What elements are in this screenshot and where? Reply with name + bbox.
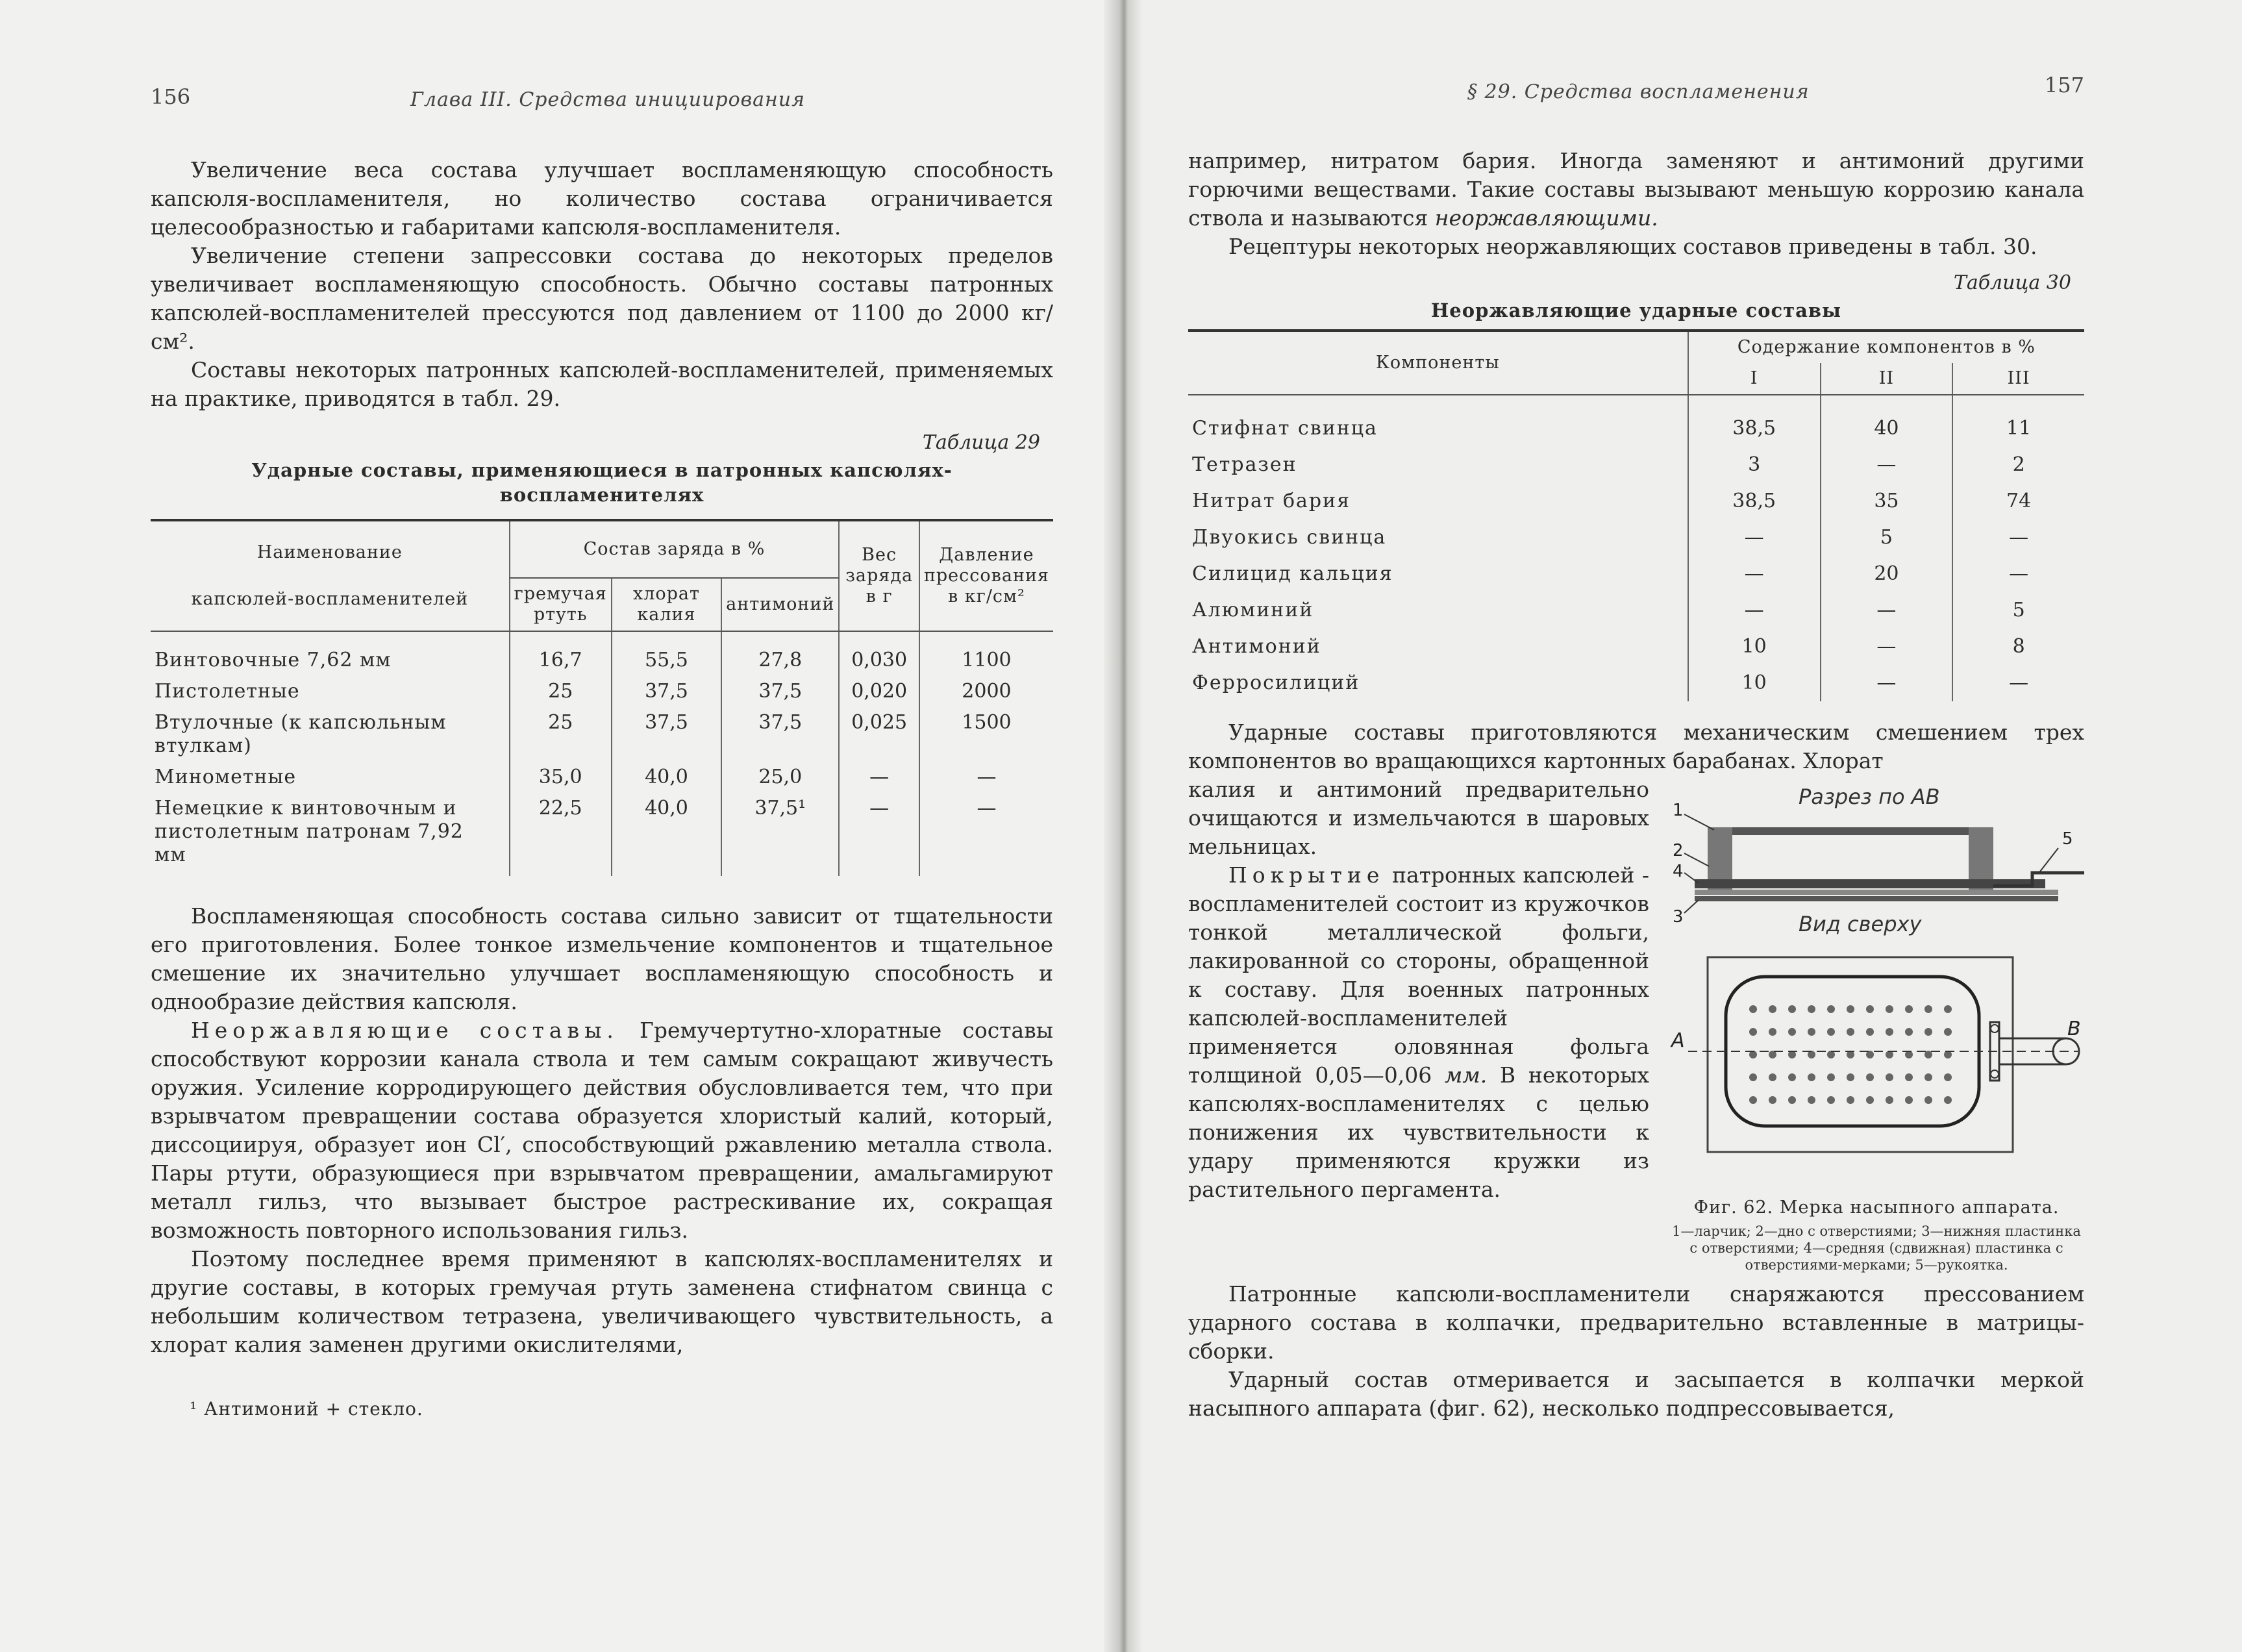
table-row (1188, 519, 2084, 556)
t29-header-pressure: Давление прессования в кг/см² (919, 520, 1053, 631)
t29-header-weight: Вес заряда в г (839, 520, 919, 631)
fig-num-4: 4 (1673, 862, 1684, 881)
right-running-head (1188, 73, 2084, 116)
t30-cell: — (1821, 592, 1953, 629)
t29-header-name-line2: капсюлей-воспламенителей (191, 589, 469, 609)
t29-cell: 25,0 (721, 762, 839, 793)
table-30 (1188, 329, 2084, 701)
t29-cell: 16,7 (510, 631, 612, 676)
t29-cell: 37,5 (721, 707, 839, 762)
t29-header-chlorate: хлорат калия (612, 578, 721, 631)
fig-label-top: Вид сверху (1799, 912, 1922, 936)
fig-label-a: А (1671, 1029, 1685, 1052)
t29-cell-name: Винтовочные 7,62 мм (155, 649, 392, 671)
left-paragraph-2: Увеличение степени запрессовки состава до некоторых пределов увеличивает воспламеняющую способность. Обычно составы патронных капсюлей-воспламенителей прессуются под давлением от 1100 до 2000 кг/см². (151, 243, 1053, 354)
book-gutter (1104, 0, 1143, 1652)
figure-legend: 1—ларчик; 2—дно с отверстиями; 3—нижняя пластинка с отверстиями; 4—средняя (сдвижная) пластинка с отверстиями-мерками; 5—рукоятка. (1672, 1223, 2081, 1273)
t30-cell: 38,5 (1688, 395, 1821, 447)
t29-cell: 37,5 (612, 676, 721, 707)
t29-header-group: Состав заряда в % (510, 520, 840, 578)
t30-cell: 74 (1952, 483, 2084, 519)
table-row (151, 631, 1053, 676)
left-paragraph-1: Увеличение веса состава улучшает воспламеняющую способность капсюля-воспламенителя, но количество состава ограничивается целесообразностью и габаритами капсюля-воспламенителя. (151, 157, 1053, 240)
t30-cell: 40 (1821, 395, 1953, 447)
t29-cell: 2000 (919, 676, 1053, 707)
table-row (151, 762, 1053, 793)
table-row (1188, 629, 2084, 665)
t29-cell: 35,0 (510, 762, 612, 793)
t29-cell: 0,020 (839, 676, 919, 707)
right-paragraph-1-emphasis: неоржавляющими. (1434, 205, 1658, 231)
t30-cell: — (1821, 665, 1953, 701)
left-page-number: 156 (151, 84, 191, 109)
table-row (1188, 483, 2084, 519)
t29-cell: 37,5 (612, 707, 721, 762)
right-paragraph-5: Патронные капсюли-воспламенители снаряжаются прессованием ударного состава в колпачки, предварительно вставленные в матрицы-сборки. (1188, 1281, 2084, 1364)
t30-cell: — (1821, 629, 1953, 665)
right-paragraph-6: Ударный состав отмеривается и засыпается в колпачки меркой насыпного аппарата (фиг. 62), несколько подпрессовывается, (1188, 1367, 2084, 1421)
t30-cell-name: Тетразен (1192, 453, 1297, 476)
table-row (1188, 395, 2084, 447)
footnote: ¹ Антимоний + стекло. (190, 1398, 423, 1420)
t29-header-name-line1: Наименование (256, 542, 403, 562)
t29-cell: 25 (510, 676, 612, 707)
left-paragraph-6: Поэтому последнее время применяют в капсюлях-воспламенителях и другие составы, в которых гремучая ртуть заменена стифнатом свинца с небольшим количеством тетразена, увеличивающего чувствительность, а хлорат калия заменен другими окислителями, (151, 1246, 1053, 1357)
t29-cell: — (919, 793, 1053, 876)
fig-num-5: 5 (2062, 829, 2073, 849)
t30-cell: 11 (1952, 395, 2084, 447)
left-paragraph-5 (151, 1016, 1053, 1245)
t30-header-components: Компоненты (1188, 331, 1688, 395)
t30-cell-name: Антимоний (1192, 635, 1321, 658)
t29-header-mercury: гремучая ртуть (510, 578, 612, 631)
t29-header-name (151, 520, 510, 631)
t29-cell: 37,5 (721, 676, 839, 707)
t29-cell: 37,5¹ (721, 793, 839, 876)
t29-cell: 27,8 (721, 631, 839, 676)
t30-cell: 8 (1952, 629, 2084, 665)
t29-cell: 55,5 (612, 631, 721, 676)
t30-cell: — (1821, 447, 1953, 483)
table-row (1188, 447, 2084, 483)
table-row (151, 707, 1053, 762)
t29-cell: — (919, 762, 1053, 793)
table-30-title: Неоржавляющие ударные составы (1430, 299, 1842, 321)
figure-62 (1669, 775, 2084, 1273)
fig-num-1: 1 (1673, 801, 1684, 820)
t30-header-2: II (1821, 363, 1953, 395)
measuring-device-drawing (1669, 775, 2084, 1191)
t30-cell: — (1952, 665, 2084, 701)
fig-label-b: В (2067, 1018, 2081, 1040)
right-paragraph-2: Рецептуры некоторых неоржавляющих составов приведены в табл. 30. (1228, 234, 2037, 259)
t29-cell-name: Пистолетные (155, 680, 300, 703)
t30-cell: 10 (1688, 629, 1821, 665)
t29-cell: 22,5 (510, 793, 612, 876)
t29-cell: 0,030 (839, 631, 919, 676)
top-view-icon (1688, 957, 2079, 1152)
t30-cell-name: Ферросилиций (1192, 671, 1360, 694)
right-page-content (1188, 73, 2084, 1423)
fig-num-2: 2 (1673, 841, 1684, 860)
t30-cell: — (1688, 556, 1821, 592)
figure-wrap-block (1188, 775, 2084, 1280)
table-29 (151, 519, 1053, 876)
right-paragraph-1-text: например, нитратом бария. Иногда заменяют и антимоний другими горючими веществами. Такие составы вызывают меньшую коррозию канала ствола и называются (1188, 148, 2084, 231)
t30-cell-name: Стифнат свинца (1192, 417, 1378, 440)
t29-cell-name: Минометные (155, 766, 297, 788)
right-paragraph-4-unit: мм. (1444, 1062, 1488, 1088)
t30-cell: — (1952, 519, 2084, 556)
t29-cell: — (839, 762, 919, 793)
t30-header-3: III (1952, 363, 2084, 395)
right-paragraph-3: Ударные составы приготовляются механическим смешением трех компонентов во вращающихся картонных барабанах. Хлорат (1188, 720, 2084, 773)
t30-cell: 5 (1821, 519, 1953, 556)
t29-cell: 40,0 (612, 793, 721, 876)
t30-cell-name: Нитрат бария (1192, 490, 1351, 512)
left-running-title: Глава III. Средства инициирования (410, 88, 805, 111)
right-page-number: 157 (2044, 73, 2084, 97)
section-heading-noncorrosive: Неоржавляющие составы. (191, 1018, 619, 1043)
left-running-head (151, 84, 1053, 123)
t29-header-antimony: антимоний (721, 578, 839, 631)
t30-cell: 3 (1688, 447, 1821, 483)
t30-cell: 38,5 (1688, 483, 1821, 519)
left-paragraph-3: Составы некоторых патронных капсюлей-воспламенителей, применяемых на практике, приводятся в табл. 29. (151, 357, 1053, 411)
figure-caption: Фиг. 62. Мерка насыпного аппарата. (1693, 1197, 2060, 1218)
t30-header-group: Содержание компонентов в % (1688, 331, 2084, 363)
t29-cell: 40,0 (612, 762, 721, 793)
t30-cell: 10 (1688, 665, 1821, 701)
t29-cell: 25 (510, 707, 612, 762)
t29-cell-name: Втулочные (к капсюльным втулкам) (155, 711, 447, 757)
table-30-caption: Таблица 30 (1953, 271, 2071, 294)
right-paragraph-3-wrap: калия и антимоний предварительно очищаются и измельчаются в шаровых мельницах. (1188, 777, 1649, 859)
cross-section-icon (1684, 814, 2084, 913)
t29-cell-name: Немецкие к винтовочным и пистолетным патронам 7,92 мм (155, 797, 464, 866)
t30-cell-name: Силицид кальция (1192, 562, 1393, 585)
t30-header-1: I (1688, 363, 1821, 395)
table-row (1188, 556, 2084, 592)
t30-cell-name: Алюминий (1192, 599, 1314, 621)
table-row (151, 793, 1053, 876)
left-page-content (151, 84, 1053, 1420)
t29-cell: 1500 (919, 707, 1053, 762)
t29-cell: 1100 (919, 631, 1053, 676)
left-paragraph-4: Воспламеняющая способность состава сильно зависит от тщательности его приготовления. Более тонкое измельчение компонентов и тщательное смешение их значительно улучшает воспламеняющую способность и однообразие действия капсюля. (151, 903, 1053, 1014)
t30-cell: 5 (1952, 592, 2084, 629)
right-paragraph-4-tail: В некоторых капсюлях-воспламенителях с целью понижения их чувствительности к удару применяются кружки из растительного пергамента. (1188, 1062, 1649, 1202)
right-paragraph-4-text: патронных капсюлей - воспламенителей состоит из кружочков тонкой металлической фольги, лакированной со стороны, обращенной к составу. Для военных патронных капсюлей-воспламенителей применяется оловянная фольга толщиной 0,05—0,06 (1188, 862, 1649, 1088)
fig-label-section: Разрез по АВ (1799, 784, 1940, 809)
t29-cell: 0,025 (839, 707, 919, 762)
t30-cell: — (1688, 519, 1821, 556)
table-row (151, 676, 1053, 707)
t30-cell-name: Двуокись свинца (1192, 526, 1387, 549)
fig-num-3: 3 (1673, 907, 1684, 927)
right-running-title: § 29. Средства воспламенения (1467, 81, 1810, 103)
t30-cell: — (1688, 592, 1821, 629)
t29-cell: — (839, 793, 919, 876)
t30-cell: 35 (1821, 483, 1953, 519)
t30-cell: 20 (1821, 556, 1953, 592)
right-paragraph-1 (1188, 147, 2084, 232)
t30-cell: 2 (1952, 447, 2084, 483)
t30-cell: — (1952, 556, 2084, 592)
left-paragraph-5-text: Гремучертутно-хлоратные составы способствуют коррозии канала ствола и тем самым сокращают живучесть оружия. Усиление корродирующего действия обусловливается тем, что при взрывчатом превращении состава образуется хлористый калий, который, диссоциируя, образует ион Cl′, способствующий ржавлению металла ствола. Пары ртути, образующиеся при взрывчатом превращении, амальгамируют металл гильз, что вызывает быстрое растрескивание их, сокращая возможность повторного использования гильз. (151, 1018, 1053, 1243)
table-29-title: Ударные составы, применяющиеся в патронных капсюлях-воспламенителях (251, 459, 953, 506)
section-heading-coating: Покрытие (1228, 862, 1385, 888)
table-row (1188, 665, 2084, 701)
table-row (1188, 592, 2084, 629)
table-29-caption: Таблица 29 (922, 431, 1040, 454)
